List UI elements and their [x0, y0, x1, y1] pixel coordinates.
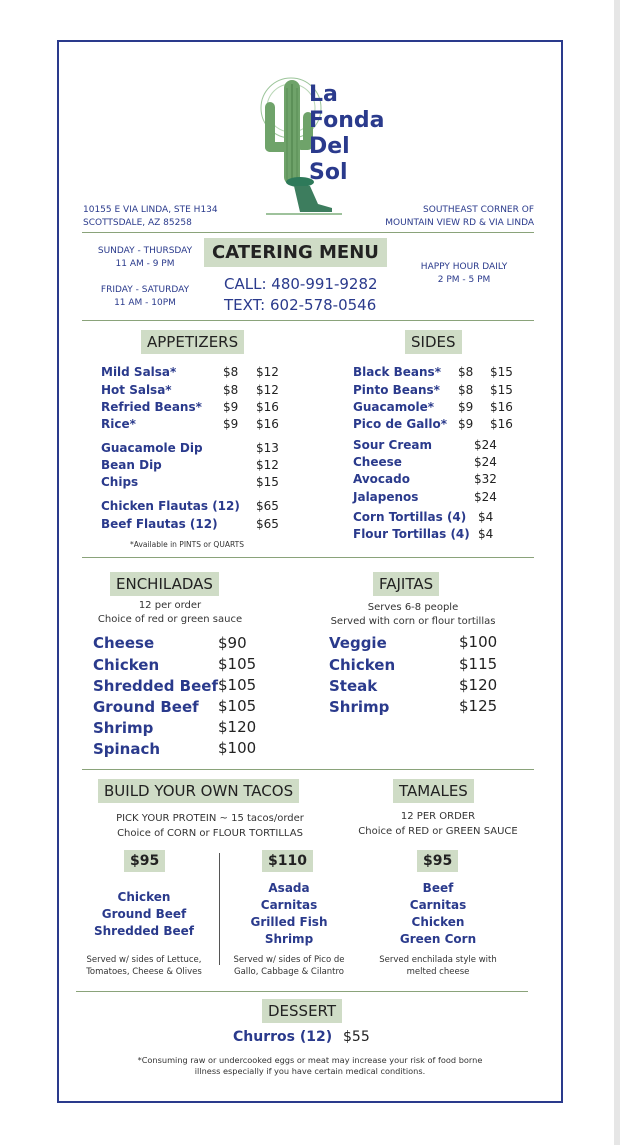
divider [76, 991, 528, 992]
price-pint: $9 [223, 400, 239, 414]
address-left [83, 204, 218, 230]
tacos-col1-sides [74, 954, 214, 978]
tacos-col2-list [229, 880, 349, 948]
hours-fri-sat-label: FRIDAY - SATURDAY [100, 285, 190, 295]
price: $65 [256, 517, 279, 531]
price-quart: $16 [256, 417, 279, 431]
location-line-2: MOUNTAIN VIEW RD & VIA LINDA [385, 218, 534, 228]
tacos-col1-sides-line-2: Tomatoes, Cheese & Olives [86, 967, 202, 977]
enchiladas-sauce-choice: Choice of red or green sauce [97, 614, 243, 625]
price-quart: $12 [256, 365, 279, 379]
hours-sun-thu-time: 11 AM - 9 PM [115, 259, 175, 269]
menu-item: Chicken [329, 656, 396, 674]
menu-item: Sour Cream [353, 438, 432, 452]
fajitas-tortillas: Served with corn or flour tortillas [330, 616, 496, 627]
catering-title: CATERING MENU [204, 238, 387, 267]
menu-item: Bean Dip [101, 458, 162, 472]
menu-item: Refried Beans* [101, 400, 202, 414]
tacos-header: BUILD YOUR OWN TACOS [98, 779, 299, 803]
tamales-style-line-2: melted cheese [406, 967, 470, 977]
divider [82, 769, 534, 770]
price: $4 [478, 527, 494, 541]
price: $90 [218, 634, 247, 652]
price: $105 [218, 697, 257, 715]
tamales-sauce: Choice of RED or GREEN SAUCE [358, 826, 518, 837]
menu-item: Rice* [101, 417, 136, 431]
tacos-col2-sides-line-2: Gallo, Cabbage & Cilantro [233, 967, 345, 977]
address-right [385, 204, 534, 230]
fajitas-header: FAJITAS [373, 572, 439, 596]
price-pint: $9 [458, 417, 474, 431]
brand-line-2: Fonda [309, 108, 385, 133]
menu-item: Chicken [93, 656, 160, 674]
menu-item: Shrimp [93, 719, 154, 737]
tamales-style [366, 954, 510, 978]
pints-quarts-note: *Available in PINTS or QUARTS [130, 540, 244, 549]
menu-item: Beef Flautas (12) [101, 517, 218, 531]
menu-item: Steak [329, 677, 378, 695]
list-item: Shrimp [264, 932, 314, 946]
divider [82, 320, 534, 321]
divider [82, 557, 534, 558]
price: $100 [459, 633, 498, 651]
brand-name [309, 82, 385, 186]
list-item: Ground Beef [101, 907, 187, 921]
price: $4 [478, 510, 494, 524]
price-pint: $8 [458, 365, 474, 379]
list-item: Grilled Fish [250, 915, 328, 929]
tacos-col2-price: $110 [262, 850, 313, 872]
list-item: Carnitas [260, 898, 318, 912]
list-item: Green Corn [399, 932, 477, 946]
list-item: Chicken [411, 915, 465, 929]
address-city: SCOTTSDALE, AZ 85258 [83, 218, 192, 228]
happy-hour-label: HAPPY HOUR DAILY [420, 262, 508, 272]
price: $125 [459, 697, 498, 715]
tacos-col1-list [84, 889, 204, 940]
hours-fri-sat [86, 284, 204, 310]
list-item: Carnitas [409, 898, 467, 912]
price: $105 [218, 655, 257, 673]
price: $13 [256, 441, 279, 455]
list-item: Asada [268, 881, 310, 895]
tacos-col2-sides-line-1: Served w/ sides of Pico de [233, 955, 345, 965]
tacos-tortillas: Choice of CORN or FLOUR TORTILLAS [117, 828, 303, 839]
tamales-style-line-1: Served enchilada style with [379, 955, 497, 965]
tacos-col1-price: $95 [124, 850, 165, 872]
price-quart: $15 [490, 365, 513, 379]
menu-item: Shrimp [329, 698, 390, 716]
price: $120 [459, 676, 498, 694]
menu-item: Churros (12) [233, 1029, 333, 1045]
hours-sun-thu-label: SUNDAY - THURSDAY [97, 246, 193, 256]
price: $24 [474, 455, 497, 469]
menu-item: Mild Salsa* [101, 365, 177, 379]
food-safety-disclaimer [90, 1055, 530, 1077]
price-pint: $8 [223, 365, 239, 379]
menu-item: Pico de Gallo* [353, 417, 448, 431]
menu-item: Shredded Beef [93, 677, 218, 695]
price-pint: $9 [458, 400, 474, 414]
list-item: Chicken [117, 890, 171, 904]
price-quart: $15 [490, 383, 513, 397]
disclaimer-line-2: illness especially if you have certain medical conditions. [194, 1066, 426, 1076]
tacos-col1-sides-line-1: Served w/ sides of Lettuce, [86, 955, 202, 965]
menu-item: Guacamole Dip [101, 441, 203, 455]
price: $24 [474, 490, 497, 504]
catering-text[interactable]: TEXT: 602-578-0546 [224, 296, 377, 314]
tacos-col2-sides [219, 954, 359, 978]
price: $55 [343, 1029, 370, 1045]
divider [82, 232, 534, 233]
price-pint: $8 [458, 383, 474, 397]
price: $105 [218, 676, 257, 694]
price: $120 [218, 718, 257, 736]
location-line-1: SOUTHEAST CORNER OF [423, 205, 534, 215]
page-edge [614, 0, 620, 1145]
menu-item: Cheese [93, 634, 155, 652]
tamales-header: TAMALES [393, 779, 474, 803]
catering-call[interactable]: CALL: 480-991-9282 [224, 275, 378, 293]
disclaimer-line-1: *Consuming raw or undercooked eggs or meat may increase your risk of food borne [137, 1055, 483, 1065]
tacos-column-divider [219, 853, 220, 965]
appetizers-header: APPETIZERS [141, 330, 244, 354]
menu-item: Spinach [93, 740, 161, 758]
price: $100 [218, 739, 257, 757]
price: $24 [474, 438, 497, 452]
tacos-protein: PICK YOUR PROTEIN ~ 15 tacos/order [116, 813, 304, 824]
menu-item: Chicken Flautas (12) [101, 499, 240, 513]
price: $32 [474, 472, 497, 486]
dessert-header: DESSERT [262, 999, 342, 1023]
menu-item: Ground Beef [93, 698, 199, 716]
price-pint: $8 [223, 383, 239, 397]
menu-item: Chips [101, 475, 139, 489]
enchiladas-header: ENCHILADAS [110, 572, 219, 596]
tamales-price: $95 [417, 850, 458, 872]
tamales-list [378, 880, 498, 948]
menu-item: Flour Tortillas (4) [353, 527, 470, 541]
list-item: Shredded Beef [94, 924, 194, 938]
menu-item: Jalapenos [353, 490, 419, 504]
menu-item: Black Beans* [353, 365, 441, 379]
enchiladas-per-order: 12 per order [138, 600, 202, 611]
happy-hour-time: 2 PM - 5 PM [437, 275, 491, 285]
menu-item: Hot Salsa* [101, 383, 172, 397]
hours-sun-thu [86, 245, 204, 271]
price-pint: $9 [223, 417, 239, 431]
sides-header: SIDES [405, 330, 462, 354]
menu-item: Corn Tortillas (4) [353, 510, 467, 524]
address-street: 10155 E VIA LINDA, STE H134 [83, 205, 218, 215]
tamales-per-order: 12 PER ORDER [400, 811, 476, 822]
happy-hour [406, 261, 522, 287]
menu-item: Cheese [353, 455, 402, 469]
price: $12 [256, 458, 279, 472]
fajitas-serves: Serves 6-8 people [367, 602, 459, 613]
menu-item: Avocado [353, 472, 410, 486]
list-item: Beef [422, 881, 454, 895]
brand-line-4: Sol [309, 160, 348, 185]
price-quart: $16 [256, 400, 279, 414]
price-quart: $16 [490, 400, 513, 414]
price: $15 [256, 475, 279, 489]
hours-fri-sat-time: 11 AM - 10PM [114, 298, 176, 308]
menu-item: Pinto Beans* [353, 383, 440, 397]
menu-item: Veggie [329, 634, 387, 652]
price: $115 [459, 655, 498, 673]
menu-item: Guacamole* [353, 400, 434, 414]
brand-line-1: La [309, 82, 338, 107]
price: $65 [256, 499, 279, 513]
price-quart: $12 [256, 383, 279, 397]
brand-line-3: Del [309, 134, 350, 159]
price-quart: $16 [490, 417, 513, 431]
